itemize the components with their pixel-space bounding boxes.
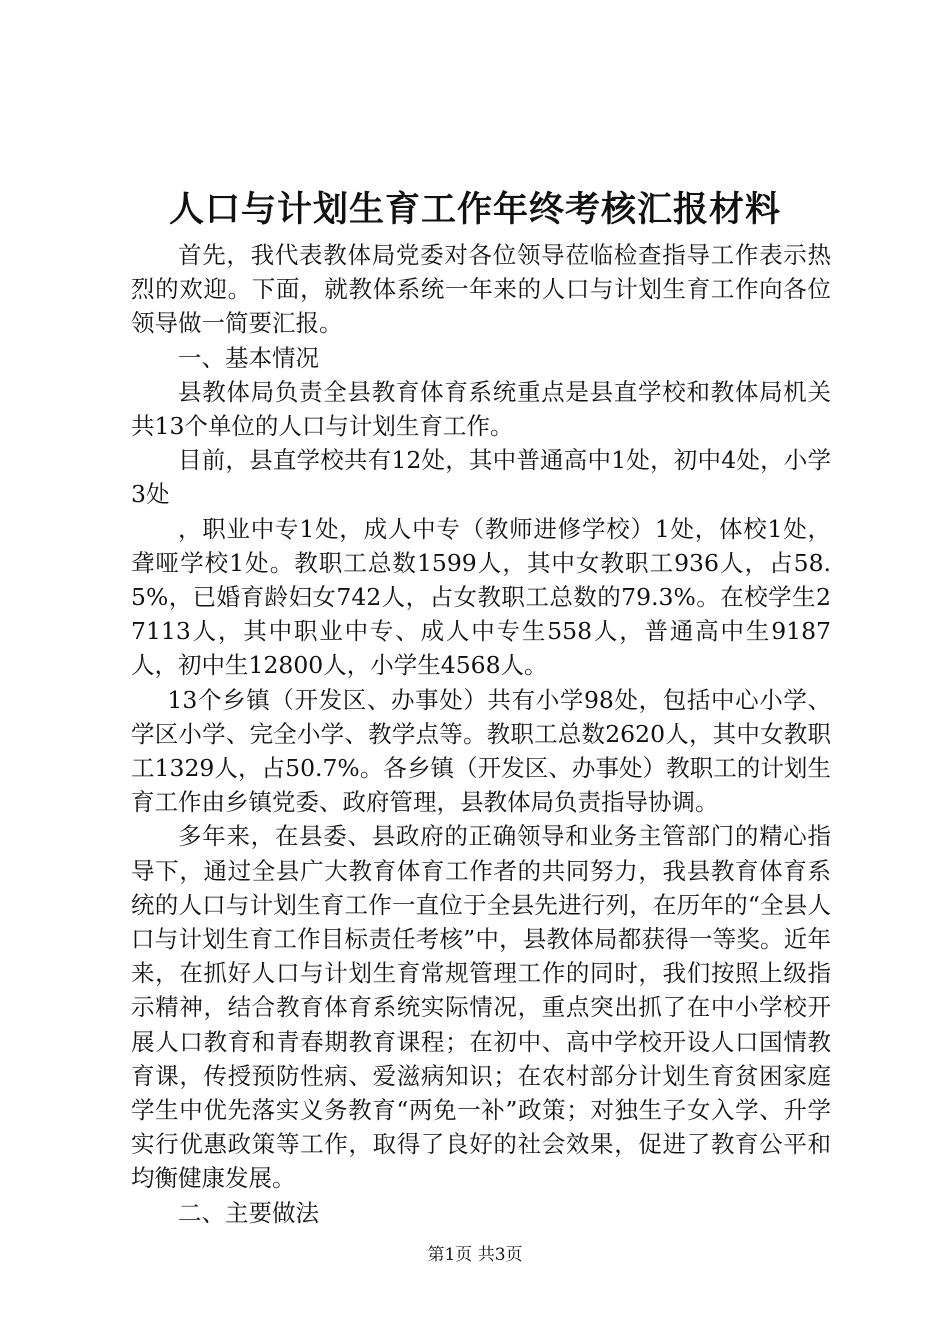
- paragraph-achievements: 多年来，在县委、县政府的正确领导和业务主管部门的精心指导下，通过全县广大教育体育工作者的共同努力，我县教育体育系统的人口与计划生育工作一直位于全县先进行列，在历年的“全县人口与计划生育工作目标责任考核”中，县教体局都获得一等奖。近年来，在抓好人口与计划生育常规管理工作的同时，我们按照上级指示精神，结合教育体育系统实际情况，重点突出抓了在中小学校开展人口教育和青春期教育课程；在初中、高中学校开设人口国情教育课，传授预防性病、爱滋病知识；在农村部分计划生育贫困家庭学生中优先落实义务教育“两免一补”政策；对独生子女入学、升学实行优惠政策等工作，取得了良好的社会效果，促进了教育公平和均衡健康发展。: [131, 822, 831, 1193]
- document-title: 人口与计划生育工作年终考核汇报材料: [168, 189, 781, 230]
- paragraph-county-schools: 目前，县直学校共有12处，其中普通高中1处，初中4处，小学3处: [131, 446, 831, 509]
- section-heading-main-practices: 二、主要做法: [178, 1198, 319, 1227]
- paragraph-townships: 13个乡镇（开发区、办事处）共有小学98处，包括中心小学、学区小学、完全小学、教学点等。教职工总数2620人，其中女教职工1329人，占50.7%。各乡镇（开发区、办事处）教职工的计划生育工作由乡镇党委、政府管理，县教体局负责指导协调。: [131, 685, 831, 817]
- page-footer: 第1页 共3页: [427, 1245, 523, 1265]
- paragraph-overview: 县教体局负责全县教育体育系统重点是县直学校和教体局机关共13个单位的人口与计划生育工作。: [131, 377, 831, 441]
- document-body: [131, 238, 831, 1230]
- section-heading-basic-situation: 一、基本情况: [178, 343, 319, 372]
- paragraph-intro: 首先，我代表教体局党委对各位领导莅临检查指导工作表示热烈的欢迎。下面，就教体系统一年来的人口与计划生育工作向各位领导做一简要汇报。: [131, 241, 831, 338]
- paragraph-staff-students: ，职业中专1处，成人中专（教师进修学校）1处，体校1处，聋哑学校1处。教职工总数1599人，其中女教职工936人，占58.5%，已婚育龄妇女742人，占女教职工总数的79.3%。在校学生27113人，其中职业中专、成人中专生558人，普通高中生9187人，初中生12800人，小学生4568人。: [131, 514, 831, 680]
